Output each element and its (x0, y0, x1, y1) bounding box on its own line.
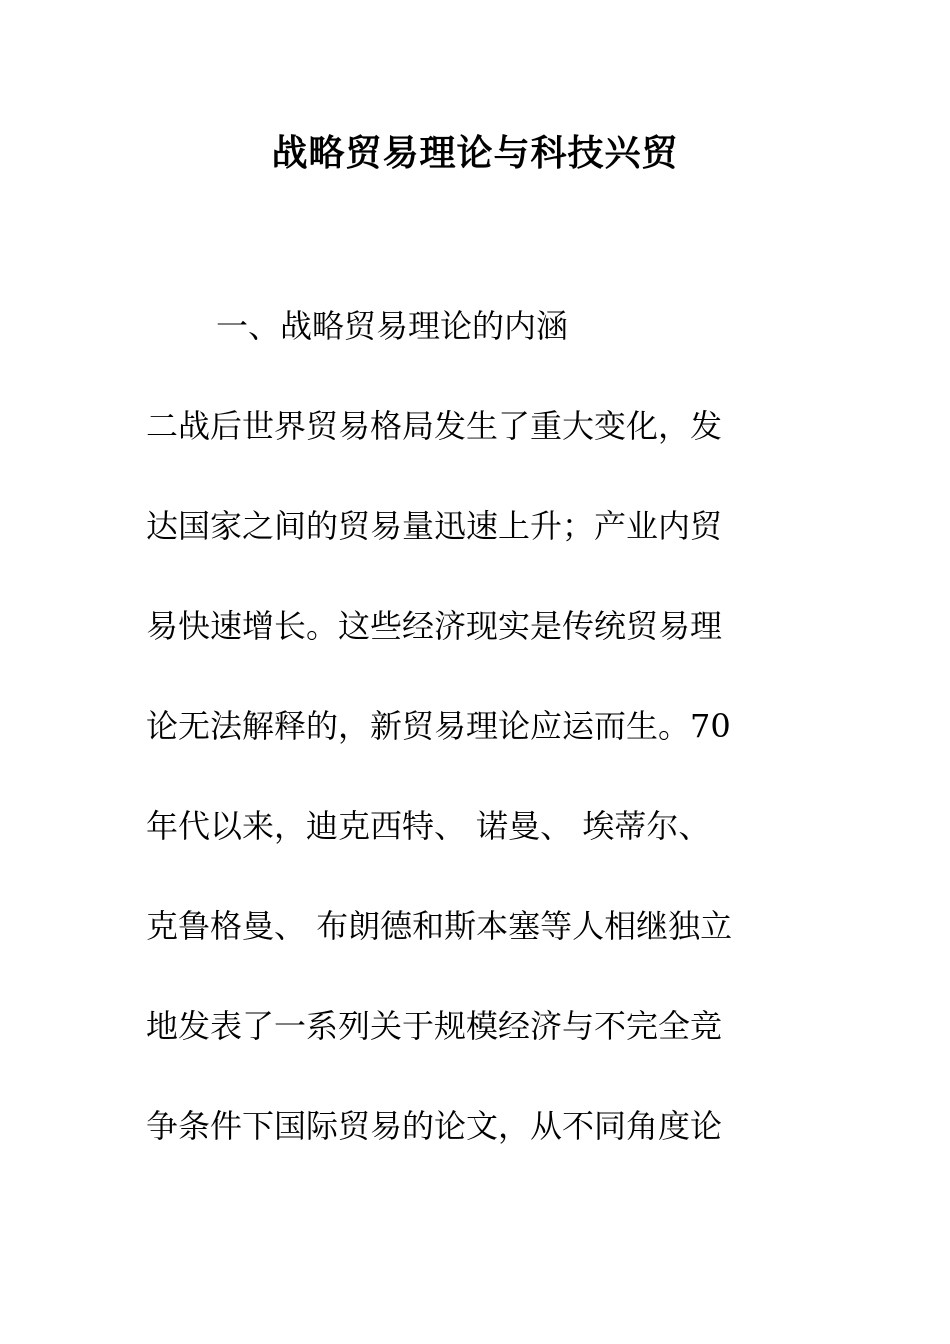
paragraph-line: 年代以来，迪克西特、 诺曼、 埃蒂尔、 (146, 807, 711, 845)
paragraph-line: 争条件下国际贸易的论文，从不同角度论 (146, 1107, 723, 1145)
paragraph-line: 易快速增长。这些经济现实是传统贸易理 (146, 607, 723, 645)
section-heading: 一、战略贸易理论的内涵 (216, 307, 569, 345)
paragraph-line: 论无法解释的，新贸易理论应运而生。70 (146, 707, 731, 745)
document-title: 战略贸易理论与科技兴贸 (271, 132, 679, 174)
paragraph-line: 二战后世界贸易格局发生了重大变化，发 (146, 407, 723, 445)
paragraph-line: 克鲁格曼、 布朗德和斯本塞等人相继独立 (146, 907, 733, 945)
paragraph-line: 地发表了一系列关于规模经济与不完全竞 (146, 1007, 723, 1045)
paragraph-line: 达国家之间的贸易量迅速上升；产业内贸 (146, 507, 723, 545)
